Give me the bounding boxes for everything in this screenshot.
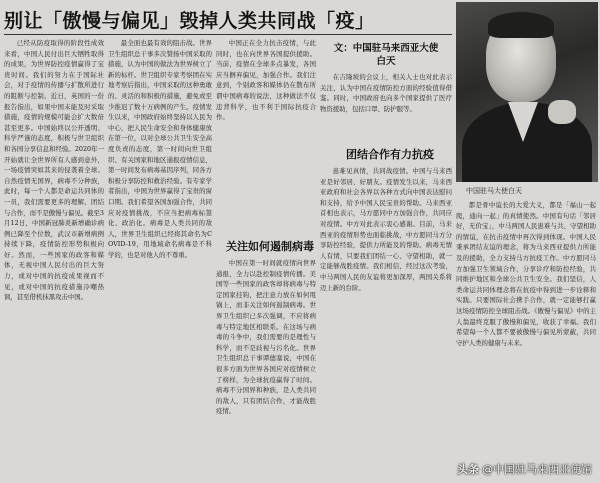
byline-title: 文：中国驻马来西亚大使 [333,43,439,54]
column-1-text: 已经从防疫取得的阶段性成效来看，中国人民付出巨大牺牲取得的成果，为世界防控疫情赢得了宝贵时间。我们的努力在于国际社会，对于疫情的传播与扩散所进行的阻断与控制。近日，英国的一份报告指出，如果中国未能及时采取措施，疫情的规模可能会扩大数倍甚至更多。中国始终以公开透明、科学严谨的态度，积极与世卫组织和各国分享信息和经验。2020年一开始就让全世界所有人感到意外，一场疫情突如其来的侵袭着全球。自然疫情无国界，病毒不分种族，此时，每一个人都是命运共同体的一员，我们需要更多的理解、团结与合作，而不是傲慢与偏见。截至3月12日，中国新冠肺炎新增确诊病例已降至个位数，武汉市新增病例持续下降，疫情防控形势积极向好。然而，一些国家的政客和媒体，无视中国人民付出的巨大努力，或对中国的抗疫成果视而不见，或对中国的抗疫措施冷嘲热讽，甚至借机抹黑攻击中国。 [4,39,104,302]
toutiao-logo: 头条 [457,463,479,476]
byline-author: 白天 [376,56,396,67]
subhead-unity-cooperation: 团结合作有力抗疫 [346,148,434,161]
column-3-top-text: 中国正在全力抗击疫情，与此同时，也在向世界各国提供援助。当前，疫情在全球多点暴发，各国应当摒弃偏见，加强合作。我们注意到，个别政客和媒体仍在散布所谓中国病毒的说法，这种做法不仅违背科学，也不利于国际抗疫合作。 [216,39,316,122]
column-5-text: 都是骨中谊长的大爱大义，都是「福山一起爬，通向一起」的真情使然。中国有句话「邻居好，无价宝」，中马两国人民患难与共、守望相助的情谊，在抗击疫情中再次得到体现。中国人民秉承团结友谊的理念，将为马来西亚提供力所能及的援助，全力支持马方抗疫工作。中方愿同马方加强卫生领域合作，分享诊疗和防控经验，共同维护地区和全球公共卫生安全。我们坚信，人类命运共同体理念将在抗疫中得到进一步诠释和实践。只要国际社会携手合作，就一定能够打赢这场疫情防控全球阻击战。《傲慢与偏见》中的主人翁最终克服了傲慢和偏见，收获了幸福。我们希望每一个人都不要被傲慢与偏见所蒙蔽，共同守护人类的健康与未来。 [456,201,596,347]
article-column-3-top [216,38,316,230]
photo-caption: 中国驻马大使白天 [466,187,522,195]
byline [320,42,452,68]
ambassador-photo [456,2,598,182]
watermark-account: @中国驻马来西亚使馆 [482,463,592,476]
article-column-1 [4,38,104,483]
column-3-bottom-text: 中国在第一时间就疫情向世界通报，全力以赴控制疫情传播。美国等一些国家的政客却将病毒与特定国家挂钩，把注意力放在如何甩锅上，而非关注如何遏制病毒。世界卫生组织已多次强调，不应将病毒与特定地区相联系。在这场与病毒的斗争中，我们需要的是理性与科学，而不是歧视与污名化。世界卫生组织总干事谭德塞说，中国在很多方面为世界各国应对疫情树立了榜样，为全球抗疫赢得了时间。病毒不分国界和种族，是人类共同的敌人，只有团结合作，才能战胜疫情。 [216,259,316,416]
headline-rule [4,34,452,35]
headline: 别让「傲慢与偏见」毁掉人类共同战「疫」 [4,10,375,32]
article-column-2 [108,38,212,483]
column-4-top-text: 在吉隆坡的会议上，相关人士也对此表示关注，认为中国在疫情防控方面的经验值得借鉴。同时，中国政府也向多个国家提供了医疗物资援助，包括口罩、防护服等。 [320,73,452,113]
article-column-4-bottom [320,166,452,483]
article-column-3-bottom [216,258,316,483]
subhead-curb-virus: 关注如何遏制病毒 [226,240,314,253]
photo-hand-shape [548,100,576,124]
column-4-bottom-text: 患难见真情，共同战疫情。中国与马来西亚是好邻居、好朋友。疫情发生以来，马来西亚政府和社会各界以各种方式向中国表达慰问和支持，给予中国人民宝贵的帮助。马来西亚首相也表示，马方愿同中方加强合作，共同应对疫情。中方对此表示衷心感谢。目前，马来西亚的疫情形势也面临挑战，中方愿同马方分享防控经验，提供力所能及的帮助。病毒无情人有情，只要我们团结一心、守望相助，就一定能够战胜疫情。我们相信，经过这次考验，中马两国人民的友谊将更加深厚，两国关系将迈上新的台阶。 [320,167,452,292]
source-watermark [457,461,592,477]
article-column-4-top [320,72,452,136]
article-column-5 [456,200,596,483]
column-2-text: 最全面也最有效的阻击战。世界卫生组织总干事多次赞扬中国采取的措施，认为中国的做法为世界树立了新的标杆。世卫组织专家考察团在实地考察后指出，中国采取的这种勇敢的、灵活的和积极的措施，避免或至少推迟了数十万病例的产生。疫情发生以来，中国政府始终坚持以人民为中心，把人民生命安全和身体健康放在第一位，以对全球公共卫生安全高度负责的态度，第一时间向世卫组织、有关国家和地区通报疫情信息，第一时间发布病毒基因序列，同各方积极分享防控和救治经验。有专家学者指出，中国为世界赢得了宝贵的窗口期。我们希望各国加强合作，共同应对疫情挑战，不应当把病毒标签化、政治化。病毒是人类共同的敌人，世界卫生组织已经将其命名为COVID-19，用地域命名病毒是不科学的，也是对他人的不尊重。 [108,39,212,259]
photo-hair-shape [488,12,554,38]
